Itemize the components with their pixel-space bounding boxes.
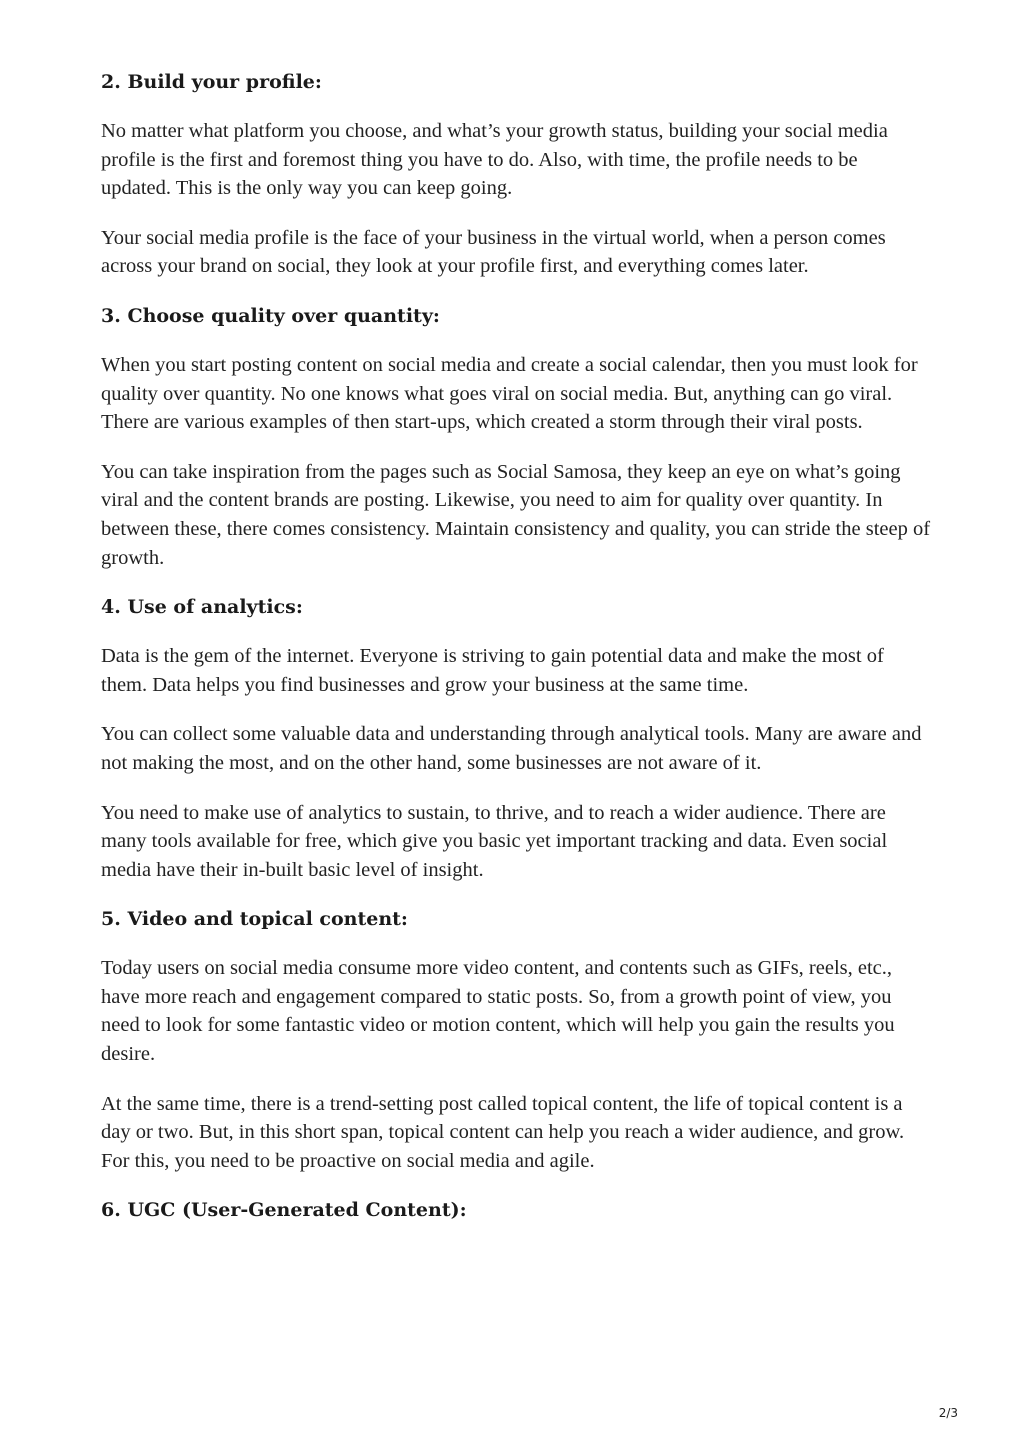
section-use-of-analytics [101, 593, 931, 884]
section-heading: 4. Use of analytics: [101, 596, 303, 619]
paragraph: No matter what platform you choose, and what’s your growth status, building your social media profile is the first and foremost thing you have to do. Also, with time, the profile needs to be updated. This is the only way you can keep going. [101, 120, 888, 200]
paragraph: You need to make use of analytics to sustain, to thrive, and to reach a wider audience. There are many tools available for free, which give you basic yet important tracking and data. Even social media have their in-built basic level of insight. [101, 801, 888, 881]
section-heading: 5. Video and topical content: [101, 908, 408, 931]
paragraph: At the same time, there is a trend-setting post called topical content, the life of topical content is a day or two. But, in this short span, topical content can help you reach a wider audience, and grow. For this, you need to be proactive on social media and agile. [101, 1092, 905, 1172]
section-heading: 3. Choose quality over quantity: [101, 304, 440, 327]
paragraph: You can collect some valuable data and understanding through analytical tools. Many are aware and not making the most, and on the other hand, some businesses are not aware of it. [101, 723, 922, 774]
page-number: 2/3 [938, 1406, 958, 1420]
section-ugc [101, 1196, 931, 1224]
paragraph: Data is the gem of the internet. Everyone is striving to gain potential data and make the most of them. Data helps you find businesses and grow your business at the same time. [101, 645, 884, 696]
section-heading: 6. UGC (User-Generated Content): [101, 1199, 467, 1222]
section-quality-over-quantity [101, 302, 931, 572]
section-heading: 2. Build your profile: [101, 71, 322, 93]
paragraph: You can take inspiration from the pages such as Social Samosa, they keep an eye on what’s going viral and the content brands are posting. Likewise, you need to aim for quality over quantity. In between these, there comes consistency. Maintain consistency and quality, you can stride the steep of growth. [101, 460, 931, 569]
paragraph: Your social media profile is the face of your business in the virtual world, when a person comes across your brand on social, they look at your profile first, and everything comes later. [101, 226, 886, 278]
section-video-topical-content [101, 905, 931, 1175]
section-build-profile [101, 68, 931, 281]
paragraph: When you start posting content on social media and create a social calendar, then you must look for quality over quantity. No one knows what goes viral on social media. But, anything can go viral. There are various examples of then start-ups, which created a storm through their viral posts. [101, 353, 918, 434]
article-body [101, 68, 931, 1245]
paragraph: Today users on social media consume more video content, and contents such as GIFs, reels, etc., have more reach and engagement compared to static posts. So, from a growth point of view, you need to look for some fantastic video or motion content, which will help you gain the results you desire. [101, 957, 895, 1066]
